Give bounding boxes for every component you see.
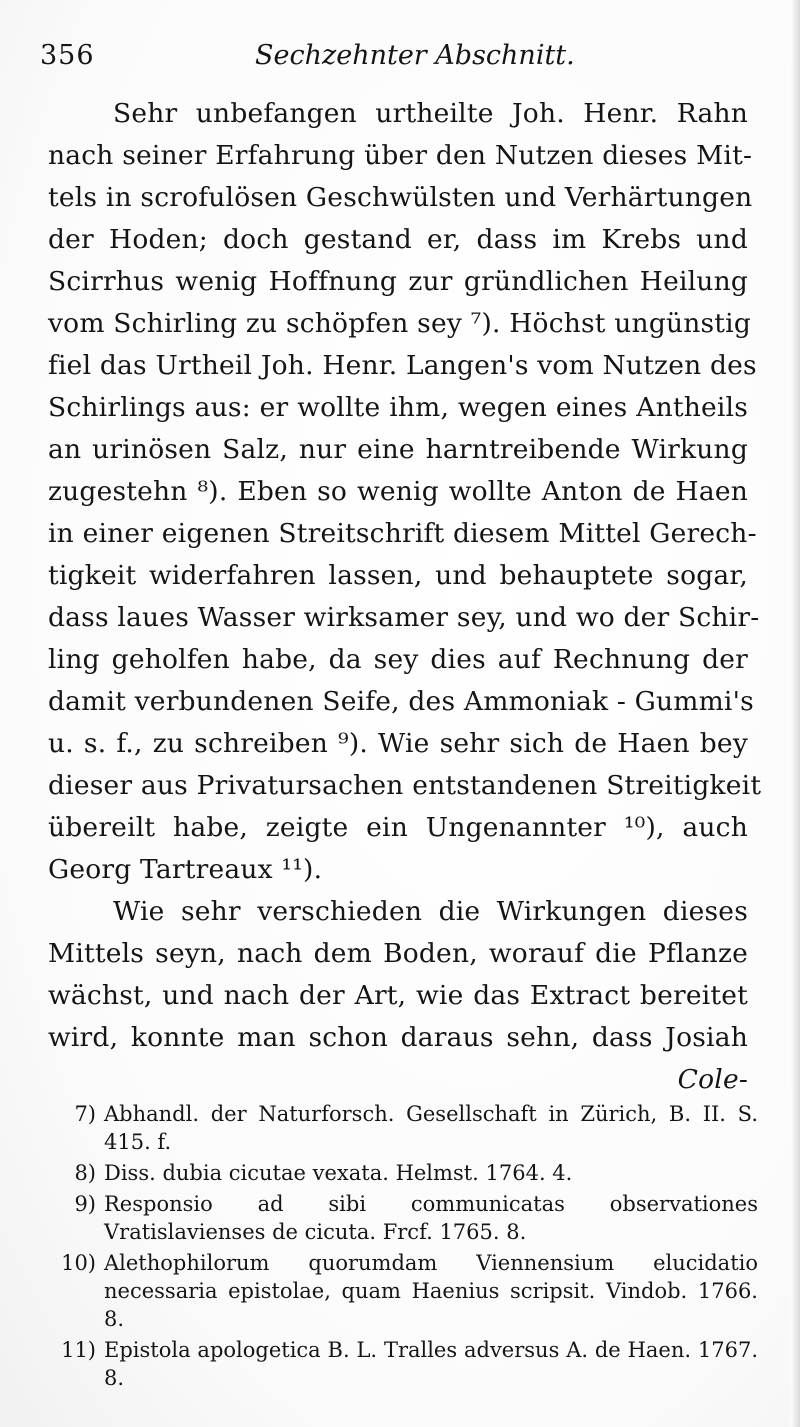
footnote-text: Epistola apologetica B. L. Tralles adversus A. de Haen. 1767. 8. [104, 1338, 758, 1390]
footnote-text: Alethophilorum quorumdam Viennensium elucidatio necessaria epistolae, quam Haenius scripsit. Vindob. 1766. 8. [104, 1251, 758, 1331]
catchword: Cole- [677, 1064, 748, 1095]
text-line: Scirrhus wenig Hoffnung zur gründlichen Heilung [48, 266, 748, 297]
text-line: an urinösen Salz, nur eine harntreibende Wirkung [48, 434, 748, 465]
text-line: ling geholfen habe, da sey dies auf Rechnung der [48, 644, 748, 675]
running-head: Sechzehnter Abschnitt. [255, 40, 575, 71]
text-line: in einer eigenen Streitschrift diesem Mittel Gerech- [48, 518, 757, 549]
page-header [40, 40, 760, 80]
text-line: Mittels seyn, nach dem Boden, worauf die Pflanze [48, 938, 748, 969]
text-line: dieser aus Privatursachen entstandenen Streitigkeit [48, 770, 762, 801]
page-edge-shadow [790, 0, 800, 1427]
text-line: übereilt habe, zeigte ein Ungenannter ¹⁰), auch [48, 812, 748, 843]
text-line: der Hoden; doch gestand er, dass im Krebs und [48, 224, 748, 255]
text-line: Wie sehr verschieden die Wirkungen dieses [113, 896, 748, 927]
page-number: 356 [40, 40, 95, 71]
text-line: u. s. f., zu schreiben ⁹). Wie sehr sich de Haen bey [48, 728, 748, 759]
text-line: wächst, und nach der Art, wie das Extract bereitet [48, 980, 748, 1011]
footnote-number: 9) [74, 1192, 96, 1216]
text-line: Sehr unbefangen urtheilte Joh. Henr. Rahn [113, 98, 748, 129]
text-line: dass laues Wasser wirksamer sey, und wo der Schir- [48, 602, 760, 633]
footnote-text: Diss. dubia cicutae vexata. Helmst. 1764. 4. [104, 1161, 573, 1185]
footnote-number: 7) [74, 1102, 96, 1126]
footnote-number: 8) [74, 1161, 96, 1185]
footnote-text: Abhandl. der Naturforsch. Gesellschaft in Zürich, B. II. S. 415. f. [104, 1102, 758, 1154]
footnotes [48, 1100, 758, 1395]
text-line: wird, konnte man schon daraus sehn, dass Josiah [48, 1022, 748, 1053]
footnote [48, 1190, 758, 1246]
footnote [48, 1100, 758, 1156]
text-line: Georg Tartreaux ¹¹). [48, 854, 323, 885]
footnote [48, 1336, 758, 1392]
text-line: nach seiner Erfahrung über den Nutzen dieses Mit- [48, 140, 753, 171]
text-line: tels in scrofulösen Geschwülsten und Verhärtungen [48, 182, 753, 213]
footnote [48, 1249, 758, 1333]
footnote-text: Responsio ad sibi communicatas observationes Vratislavienses de cicuta. Frcf. 1765. 8. [104, 1192, 758, 1244]
main-text [48, 93, 762, 1101]
text-line: fiel das Urtheil Joh. Henr. Langen's vom Nutzen des [48, 350, 757, 381]
footnote-number: 10) [61, 1251, 96, 1275]
text-line: tigkeit widerfahren lassen, und behauptete sogar, [48, 560, 748, 591]
footnote-number: 11) [61, 1338, 96, 1362]
text-line: vom Schirling zu schöpfen sey ⁷). Höchst ungünstig [48, 308, 751, 339]
text-line: damit verbundenen Seife, des Ammoniak - Gummi's [48, 686, 754, 717]
text-line: zugestehn ⁸). Eben so wenig wollte Anton de Haen [48, 476, 748, 507]
text-line: Schirlings aus: er wollte ihm, wegen eines Antheils [48, 392, 748, 423]
footnote [48, 1159, 758, 1187]
